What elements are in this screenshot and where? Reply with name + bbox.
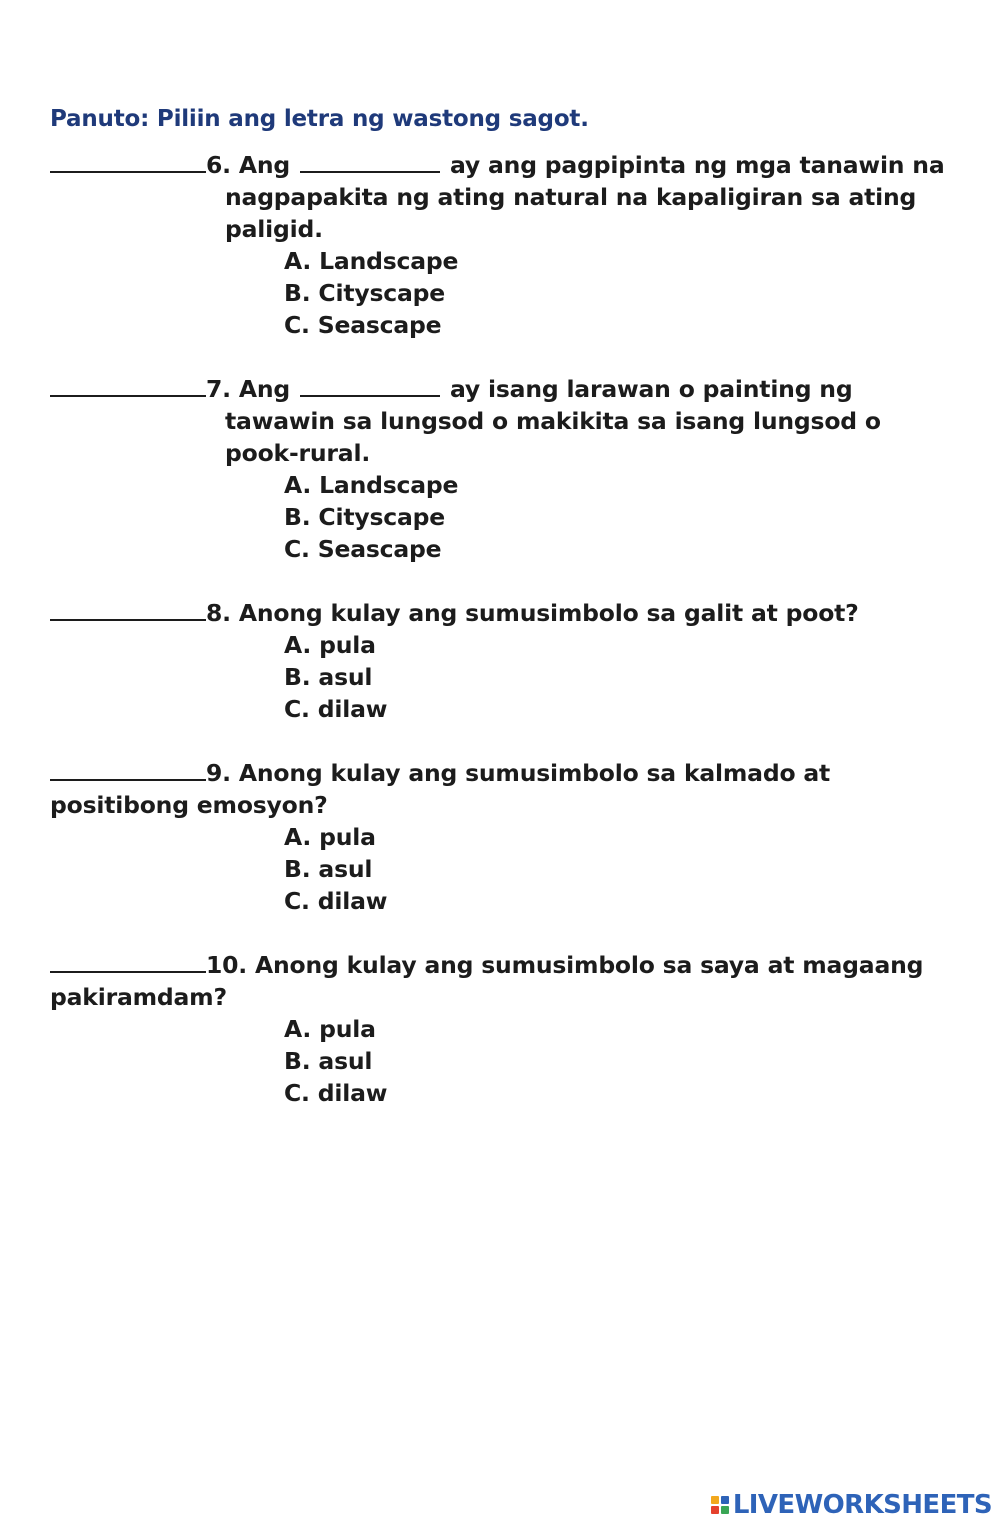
choice-b: B. asul — [284, 663, 373, 691]
question-number: 7. — [206, 375, 231, 403]
question-7-line-1: 7. Ang ay isang larawan o painting ng — [50, 373, 852, 405]
question-6-line-3: paligid. — [225, 215, 323, 243]
logo-text: LIVEWORKSHEETS — [732, 1490, 992, 1520]
choice-c: C. dilaw — [284, 887, 388, 915]
question-number: 6. — [206, 151, 231, 179]
question-number: 10. — [206, 951, 248, 979]
answer-blank-10[interactable] — [50, 949, 206, 973]
answer-blank-8[interactable] — [50, 597, 206, 621]
question-10-line-1: 10. Anong kulay ang sumusimbolo sa saya at magaang — [50, 949, 923, 981]
answer-blank-7[interactable] — [50, 373, 206, 397]
choice-a: A. Landscape — [284, 471, 459, 499]
liveworksheets-logo[interactable] — [711, 1490, 992, 1520]
choice-b: B. asul — [284, 855, 373, 883]
choice-c: C. Seascape — [284, 311, 442, 339]
liveworksheets-logo-icon — [711, 1496, 729, 1514]
choice-b: B. asul — [284, 1047, 373, 1075]
choice-a: A. pula — [284, 1015, 376, 1043]
inline-blank — [300, 373, 440, 397]
choice-a: A. pula — [284, 823, 376, 851]
question-number: 9. — [206, 759, 231, 787]
inline-blank — [300, 149, 440, 173]
question-7-line-3: pook-rural. — [225, 439, 371, 467]
answer-blank-6[interactable] — [50, 149, 206, 173]
question-9-line-1: 9. Anong kulay ang sumusimbolo sa kalmado at — [50, 757, 830, 789]
question-10-line-2: pakiramdam? — [50, 983, 227, 1011]
question-number: 8. — [206, 599, 231, 627]
question-7-line-2: tawawin sa lungsod o makikita sa isang lungsod o — [225, 407, 881, 435]
choice-c: C. dilaw — [284, 695, 388, 723]
question-9-line-2: positibong emosyon? — [50, 791, 328, 819]
answer-blank-9[interactable] — [50, 757, 206, 781]
question-8-line-1: 8. Anong kulay ang sumusimbolo sa galit at poot? — [50, 597, 859, 629]
question-6-line-2: nagpapakita ng ating natural na kapaligiran sa ating — [225, 183, 917, 211]
question-6-line-1: 6. Ang ay ang pagpipinta ng mga tanawin na — [50, 149, 945, 181]
choice-c: C. Seascape — [284, 535, 442, 563]
choice-b: B. Cityscape — [284, 503, 446, 531]
choice-c: C. dilaw — [284, 1079, 388, 1107]
choice-a: A. Landscape — [284, 247, 459, 275]
choice-b: B. Cityscape — [284, 279, 446, 307]
instruction-heading: Panuto: Piliin ang letra ng wastong sagot. — [50, 106, 589, 132]
choice-a: A. pula — [284, 631, 376, 659]
